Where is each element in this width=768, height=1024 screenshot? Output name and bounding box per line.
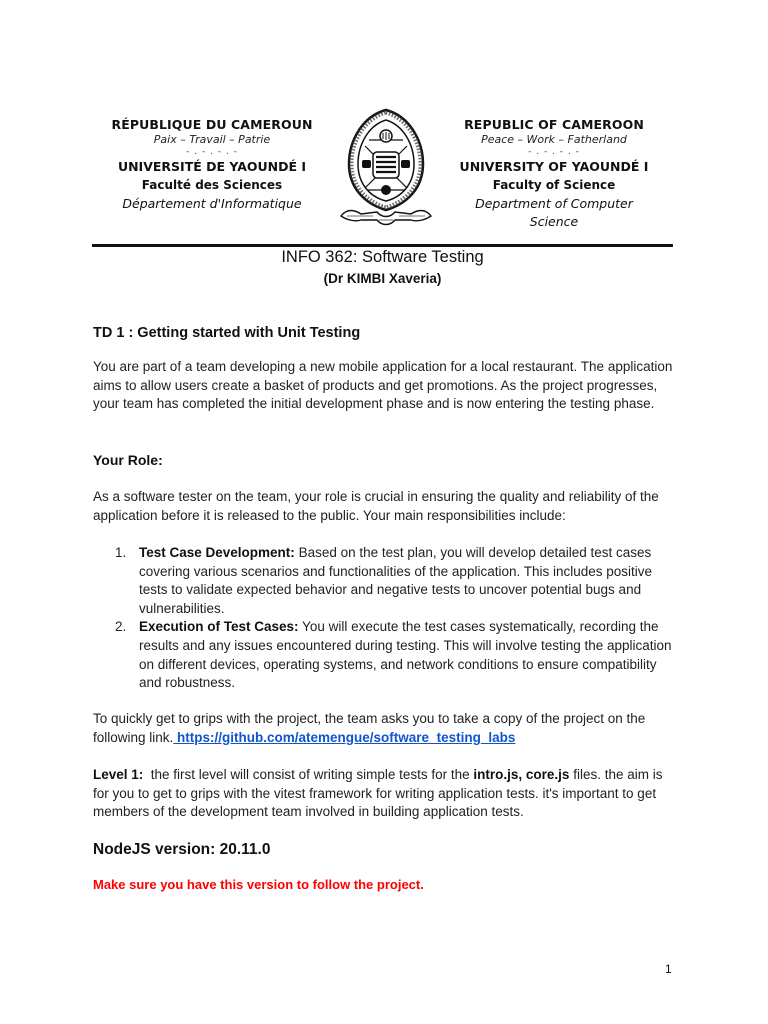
nodejs-version: NodeJS version: 20.11.0 xyxy=(93,841,271,858)
intro-paragraph: You are part of a team developing a new mobile application for a local restaurant. The application aims to allow users create a basket of products and get promotions. As the project progresses, your team has completed the initial development phase and is now entering the testing phase. xyxy=(93,359,673,412)
faculty-name-fr: Faculté des Sciences xyxy=(141,178,283,192)
list-item-label: Execution of Test Cases: xyxy=(139,619,299,635)
level1-label: Level 1: xyxy=(93,767,144,782)
page-number: 1 xyxy=(665,962,672,976)
level1-text-a: the first level will consist of writing simple tests for the xyxy=(143,767,474,782)
department-name-en-line1: Department of Computer xyxy=(475,196,633,211)
department-name-en-line2: Science xyxy=(529,214,579,229)
list-item-text: Based on the test plan, you will develop detailed test cases covering various scenarios and functionalities of the application. This includes positive tests to validate expected behavior and negative tests to uncover potential bugs and vulnerabilities. xyxy=(139,545,653,616)
motto-en: Peace – Work – Fatherland xyxy=(481,133,627,146)
faculty-name-en: Faculty of Science xyxy=(492,178,616,192)
copy-text: To quickly get to grips with the project, the team asks you to take a copy of the project on the following link. xyxy=(93,711,646,745)
motto-fr: Paix – Travail – Patrie xyxy=(153,133,271,146)
lecturer-name: (Dr KIMBI Xaveria) xyxy=(323,271,442,286)
version-warning: Make sure you have this version to follow the project. xyxy=(93,877,424,892)
list-item xyxy=(93,618,678,692)
country-name-en: REPUBLIC OF CAMEROON xyxy=(464,117,644,132)
list-item-label: Test Case Development: xyxy=(139,545,295,560)
level1-paragraph xyxy=(93,766,678,822)
header-english xyxy=(434,116,674,231)
copy-paragraph xyxy=(93,710,678,747)
header-separator: - . - . - . - xyxy=(186,147,238,157)
list-number: 1. xyxy=(115,545,127,560)
header-separator: - . - . - . - xyxy=(528,147,580,157)
role-heading: Your Role: xyxy=(93,452,163,468)
list-item-text: You will execute the test cases systematically, recording the results and any issues encountered during testing. This will involve testing the application on different devices, operating systems, and network conditions to ensure compatibility and robustness. xyxy=(139,619,672,691)
role-paragraph: As a software tester on the team, your role is crucial in ensuring the quality and reliability of the application before it is released to the public. Your main responsibilities include: xyxy=(93,489,659,523)
responsibilities-list xyxy=(93,544,678,693)
list-item xyxy=(93,544,678,618)
td-title: TD 1 : Getting started with Unit Testing xyxy=(93,325,361,341)
university-name-fr: UNIVERSITÉ DE YAOUNDÉ I xyxy=(117,159,307,174)
country-name-fr: RÉPUBLIQUE DU CAMEROUN xyxy=(111,117,313,132)
list-number: 2. xyxy=(115,619,127,635)
header-french xyxy=(92,116,332,213)
department-name-fr: Département d'Informatique xyxy=(122,196,302,211)
university-seal-icon xyxy=(337,106,435,228)
level1-text-b: files. the aim is for you to get to grips with the vitest framework for writing application tests. it's important to get members of the development team involved in building application tests. xyxy=(93,767,663,820)
repo-link[interactable]: https://github.com/atemengue/software_testing_labs xyxy=(173,729,516,745)
university-name-en: UNIVERSITY OF YAOUNDÉ I xyxy=(459,159,649,174)
course-title: INFO 362: Software Testing xyxy=(281,248,484,266)
level1-files: intro.js, core.js xyxy=(473,767,570,782)
